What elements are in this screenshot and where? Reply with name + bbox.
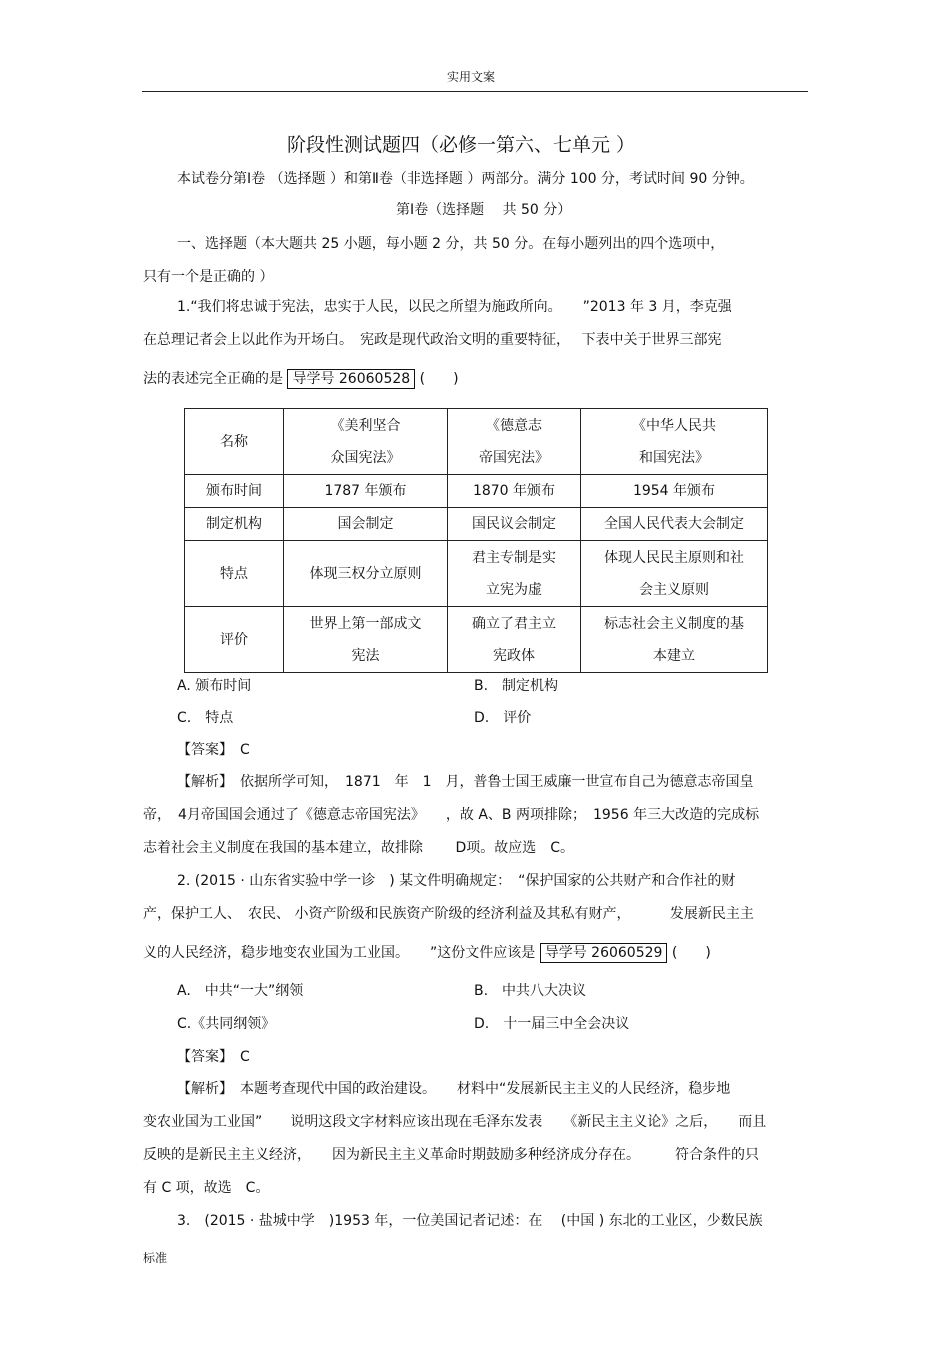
q1-answer-paren: ( ) [419,371,459,387]
q1-stem-text: 法的表述完全正确的是 [143,371,283,387]
header-rule [142,91,808,92]
q2-analysis-line-2: 变农业国为工业国” 说明这段文字材料应该出现在毛泽东发表 《新民主主义论》之后， 而且 [143,1114,767,1130]
table-header-de-line1: 《德意志 [486,417,542,434]
table-cell: 国民议会制定 [448,508,581,541]
table-row-label: 特点 [185,541,284,607]
table-cell [581,541,768,607]
table-cell-line: 标志社会主义制度的基 [604,615,744,632]
section-heading: 第Ⅰ卷（选择题 共 50 分） [396,202,572,218]
table-row-label: 制定机构 [185,508,284,541]
table-cell-line: 世界上第一部成文 [309,615,422,632]
page-header: 实用文案 [447,70,496,84]
table-cell-line: 立宪为虚 [486,581,542,598]
table-header-cn-line1: 《中华人民共 [632,417,716,434]
q2-stem-line-2: 产，保护工人、 农民、 小资产阶级和民族资产阶级的经济利益及其私有财产， 发展新民主主 [143,906,754,922]
table-cell: 1787 年颁布 [284,475,448,508]
instruction-line-1: 一、选择题（本大题共 25 小题，每小题 2 分，共 50 分。在每小题列出的四个选项中， [177,236,725,252]
table-cell-line: 会主义原则 [639,581,709,598]
q2-stem-text: 义的人民经济，稳步地变农业国为工业国。 ”这份文件应该是 [143,945,536,961]
table-header-de-line2: 帝国宪法》 [479,449,549,466]
q1-stem-line-2: 在总理记者会上以此作为开场白。 宪政是现代政治文明的重要特征， 下表中关于世界三部宪 [143,332,722,348]
q2-analysis-line-3: 反映的是新民主主义经济， 因为新民主主义革命时期鼓励多种经济成分存在。 符合条件的只 [143,1147,759,1163]
table-cell: 1870 年颁布 [448,475,581,508]
page-footer: 标准 [143,1251,168,1265]
q2-stem-line-3 [143,944,711,962]
table-cell-line: 宪法 [351,647,380,664]
q1-guide-number: 导学号 26060528 [287,369,415,389]
q1-stem-line-3 [143,370,459,388]
q1-option-d[interactable]: D. 评价 [474,710,532,726]
table-cell: 国会制定 [284,508,448,541]
table-header-cn [581,409,768,475]
table-cell-line: 本建立 [653,647,695,664]
table-cell-line: 体现人民民主原则和社 [604,549,744,566]
q2-option-b[interactable]: B. 中共八大决议 [474,983,587,999]
table-header-name: 名称 [185,409,284,475]
table-header-us-line1: 《美利坚合 [330,417,401,434]
intro-text: 本试卷分第Ⅰ卷 （选择题 ）和第Ⅱ卷（非选择题 ）两部分。满分 100 分，考试时间 90 分钟。 [177,171,754,187]
q1-analysis-line-3: 志着社会主义制度在我国的基本建立，故排除 D项。故应选 C。 [143,840,575,856]
table-row [185,508,768,541]
table-row [185,541,768,607]
table-cell: 1954 年颁布 [581,475,768,508]
q1-option-b[interactable]: B. 制定机构 [474,678,559,694]
table-row [185,475,768,508]
q2-guide-number: 导学号 26060529 [540,943,668,963]
table-cell-line: 君主专制是实 [472,549,556,566]
table-cell [448,607,581,673]
table-cell-line: 宪政体 [493,647,535,664]
table-cell [448,541,581,607]
q1-analysis-line-1: 【解析】 依据所学可知， 1871 年 1 月，普鲁士国王威廉一世宣布自己为德意志帝国皇 [177,774,754,790]
table-row-label: 颁布时间 [185,475,284,508]
instruction-line-2: 只有一个是正确的 ） [143,269,274,285]
table-row [185,607,768,673]
page-title: 阶段性测试题四（必修一第六、七单元 ） [287,134,636,156]
q2-analysis-line-1: 【解析】 本题考查现代中国的政治建设。 材料中“发展新民主主义的人民经济，稳步地 [177,1081,731,1097]
q2-stem-line-1: 2. (2015 · 山东省实验中学一诊 ) 某文件明确规定： “保护国家的公共财产和合作社的财 [177,873,736,889]
table-header-de [448,409,581,475]
table-header-us-line2: 众国宪法》 [330,449,401,466]
q1-analysis-line-2: 帝， 4月帝国国会通过了《德意志帝国宪法》 ，故 A、B 两项排除； 1956 年三大改造的完成标 [143,807,760,823]
q1-option-a[interactable]: A. 颁布时间 [177,678,252,694]
q1-answer: 【答案】 C [177,742,250,758]
q2-option-a[interactable]: A. 中共“一大”纲领 [177,983,304,999]
table-cell [284,607,448,673]
q3-stem-line-1: 3. (2015 · 盐城中学 )1953 年，一位美国记者记述：在 (中国 ) 东北的工业区，少数民族 [177,1213,763,1229]
q1-option-c[interactable]: C. 特点 [177,710,234,726]
table-header-cn-line2: 和国宪法》 [639,449,709,466]
q2-option-c[interactable]: C.《共同纲领》 [177,1016,276,1032]
table-cell: 体现三权分立原则 [284,541,448,607]
q1-stem-line-1: 1.“我们将忠诚于宪法，忠实于人民，以民之所望为施政所向。 ”2013 年 3 月，李克强 [177,299,732,315]
table-header-us [284,409,448,475]
constitution-table [184,408,768,673]
q2-option-d[interactable]: D. 十一届三中全会决议 [474,1016,630,1032]
table-cell-line: 确立了君主立 [472,615,556,632]
table-row-label: 评价 [185,607,284,673]
q2-analysis-line-4: 有 C 项，故选 C。 [143,1180,270,1196]
table-cell [581,607,768,673]
table-cell: 全国人民代表大会制定 [581,508,768,541]
q2-answer: 【答案】 C [177,1049,250,1065]
q2-answer-paren: ( ) [671,945,711,961]
